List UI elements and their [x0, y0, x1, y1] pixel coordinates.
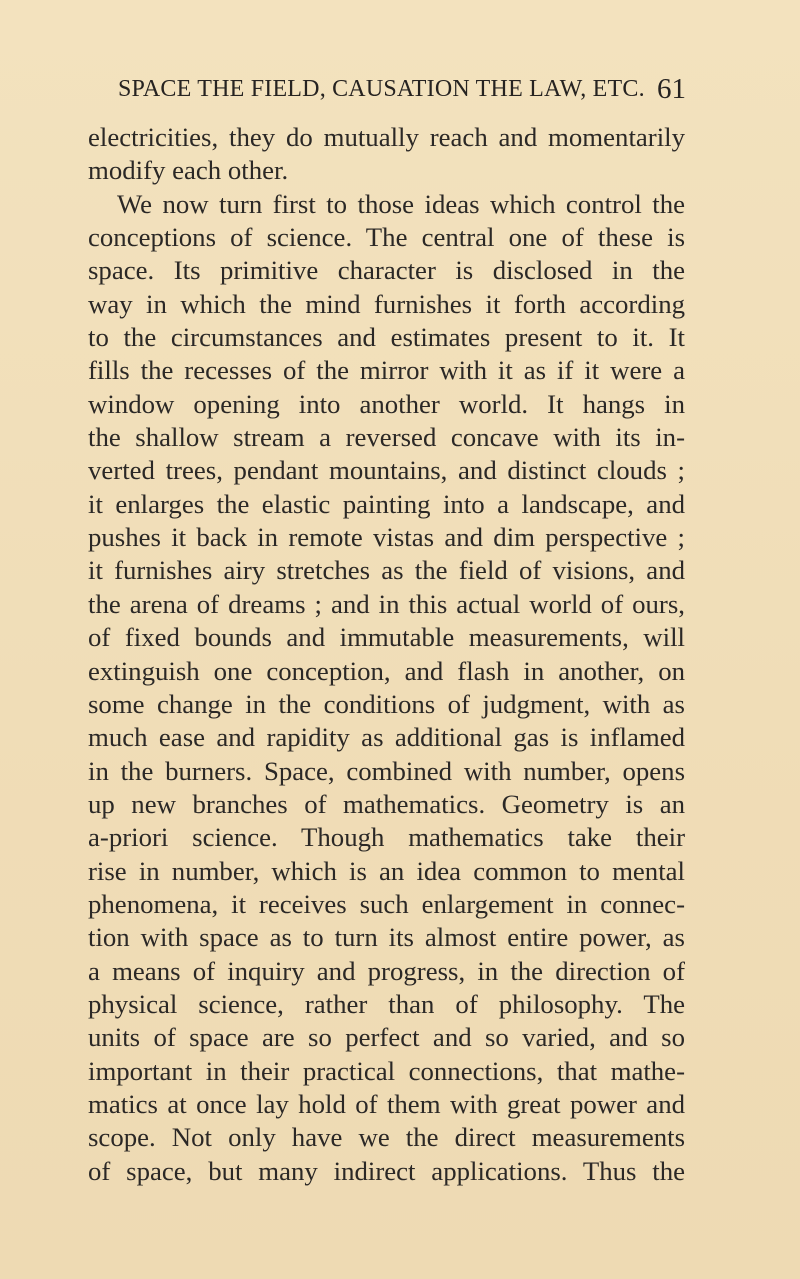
text-line: pushes it back in remote vistas and dim perspective ; [88, 522, 685, 553]
text-line: tion with space as to turn its almost entire power, as [88, 922, 685, 953]
text-line: We now turn first to those ideas which control the [117, 188, 685, 219]
text-line: scope. Not only have we the direct measurements [88, 1122, 685, 1153]
text-line: in the burners. Space, combined with number, opens [88, 755, 685, 786]
text-line: matics at once lay hold of them with great power and [88, 1088, 685, 1119]
text-line: space. Its primitive character is disclosed in the [88, 255, 685, 286]
text-line: a means of inquiry and progress, in the direction of [88, 955, 685, 986]
text-line: phenomena, it receives such enlargement in connec- [88, 888, 685, 919]
text-line: of space, but many indirect applications. Thus the [88, 1155, 685, 1186]
text-line: modify each other. [88, 155, 289, 186]
text-line: a-priori science. Though mathematics take their [88, 822, 685, 853]
text-line: way in which the mind furnishes it forth according [88, 288, 685, 319]
text-line: the arena of dreams ; and in this actual world of ours, [88, 588, 685, 619]
text-line: of fixed bounds and immutable measurements, will [88, 622, 685, 653]
text-line: window opening into another world. It hangs in [88, 388, 685, 419]
text-line: to the circumstances and estimates present to it. It [88, 322, 685, 353]
text-line: fills the recesses of the mirror with it as if it were a [88, 355, 685, 386]
text-line: up new branches of mathematics. Geometry is an [88, 788, 685, 819]
body-text [88, 121, 685, 1188]
text-line: physical science, rather than of philosophy. The [88, 988, 685, 1019]
running-title: SPACE THE FIELD, CAUSATION THE LAW, ETC. [118, 76, 645, 102]
text-line: rise in number, which is an idea common to mental [88, 855, 685, 886]
text-line: extinguish one conception, and flash in another, on [88, 655, 685, 686]
page-number: 61 [657, 73, 686, 105]
text-line: verted trees, pendant mountains, and distinct clouds ; [88, 455, 685, 486]
text-line: conceptions of science. The central one of these is [88, 222, 685, 253]
text-line: the shallow stream a reversed concave with its in- [88, 422, 685, 453]
text-line: much ease and rapidity as additional gas is inflamed [88, 722, 685, 753]
text-line: it enlarges the elastic painting into a landscape, and [88, 488, 685, 519]
text-line: it furnishes airy stretches as the field of visions, and [88, 555, 685, 586]
text-line: electricities, they do mutually reach and momentarily [88, 122, 685, 152]
text-line: important in their practical connections, that mathe- [88, 1055, 685, 1086]
text-line: units of space are so perfect and so varied, and so [88, 1022, 685, 1053]
running-header [118, 74, 686, 108]
text-line: some change in the conditions of judgment, with as [88, 688, 685, 719]
